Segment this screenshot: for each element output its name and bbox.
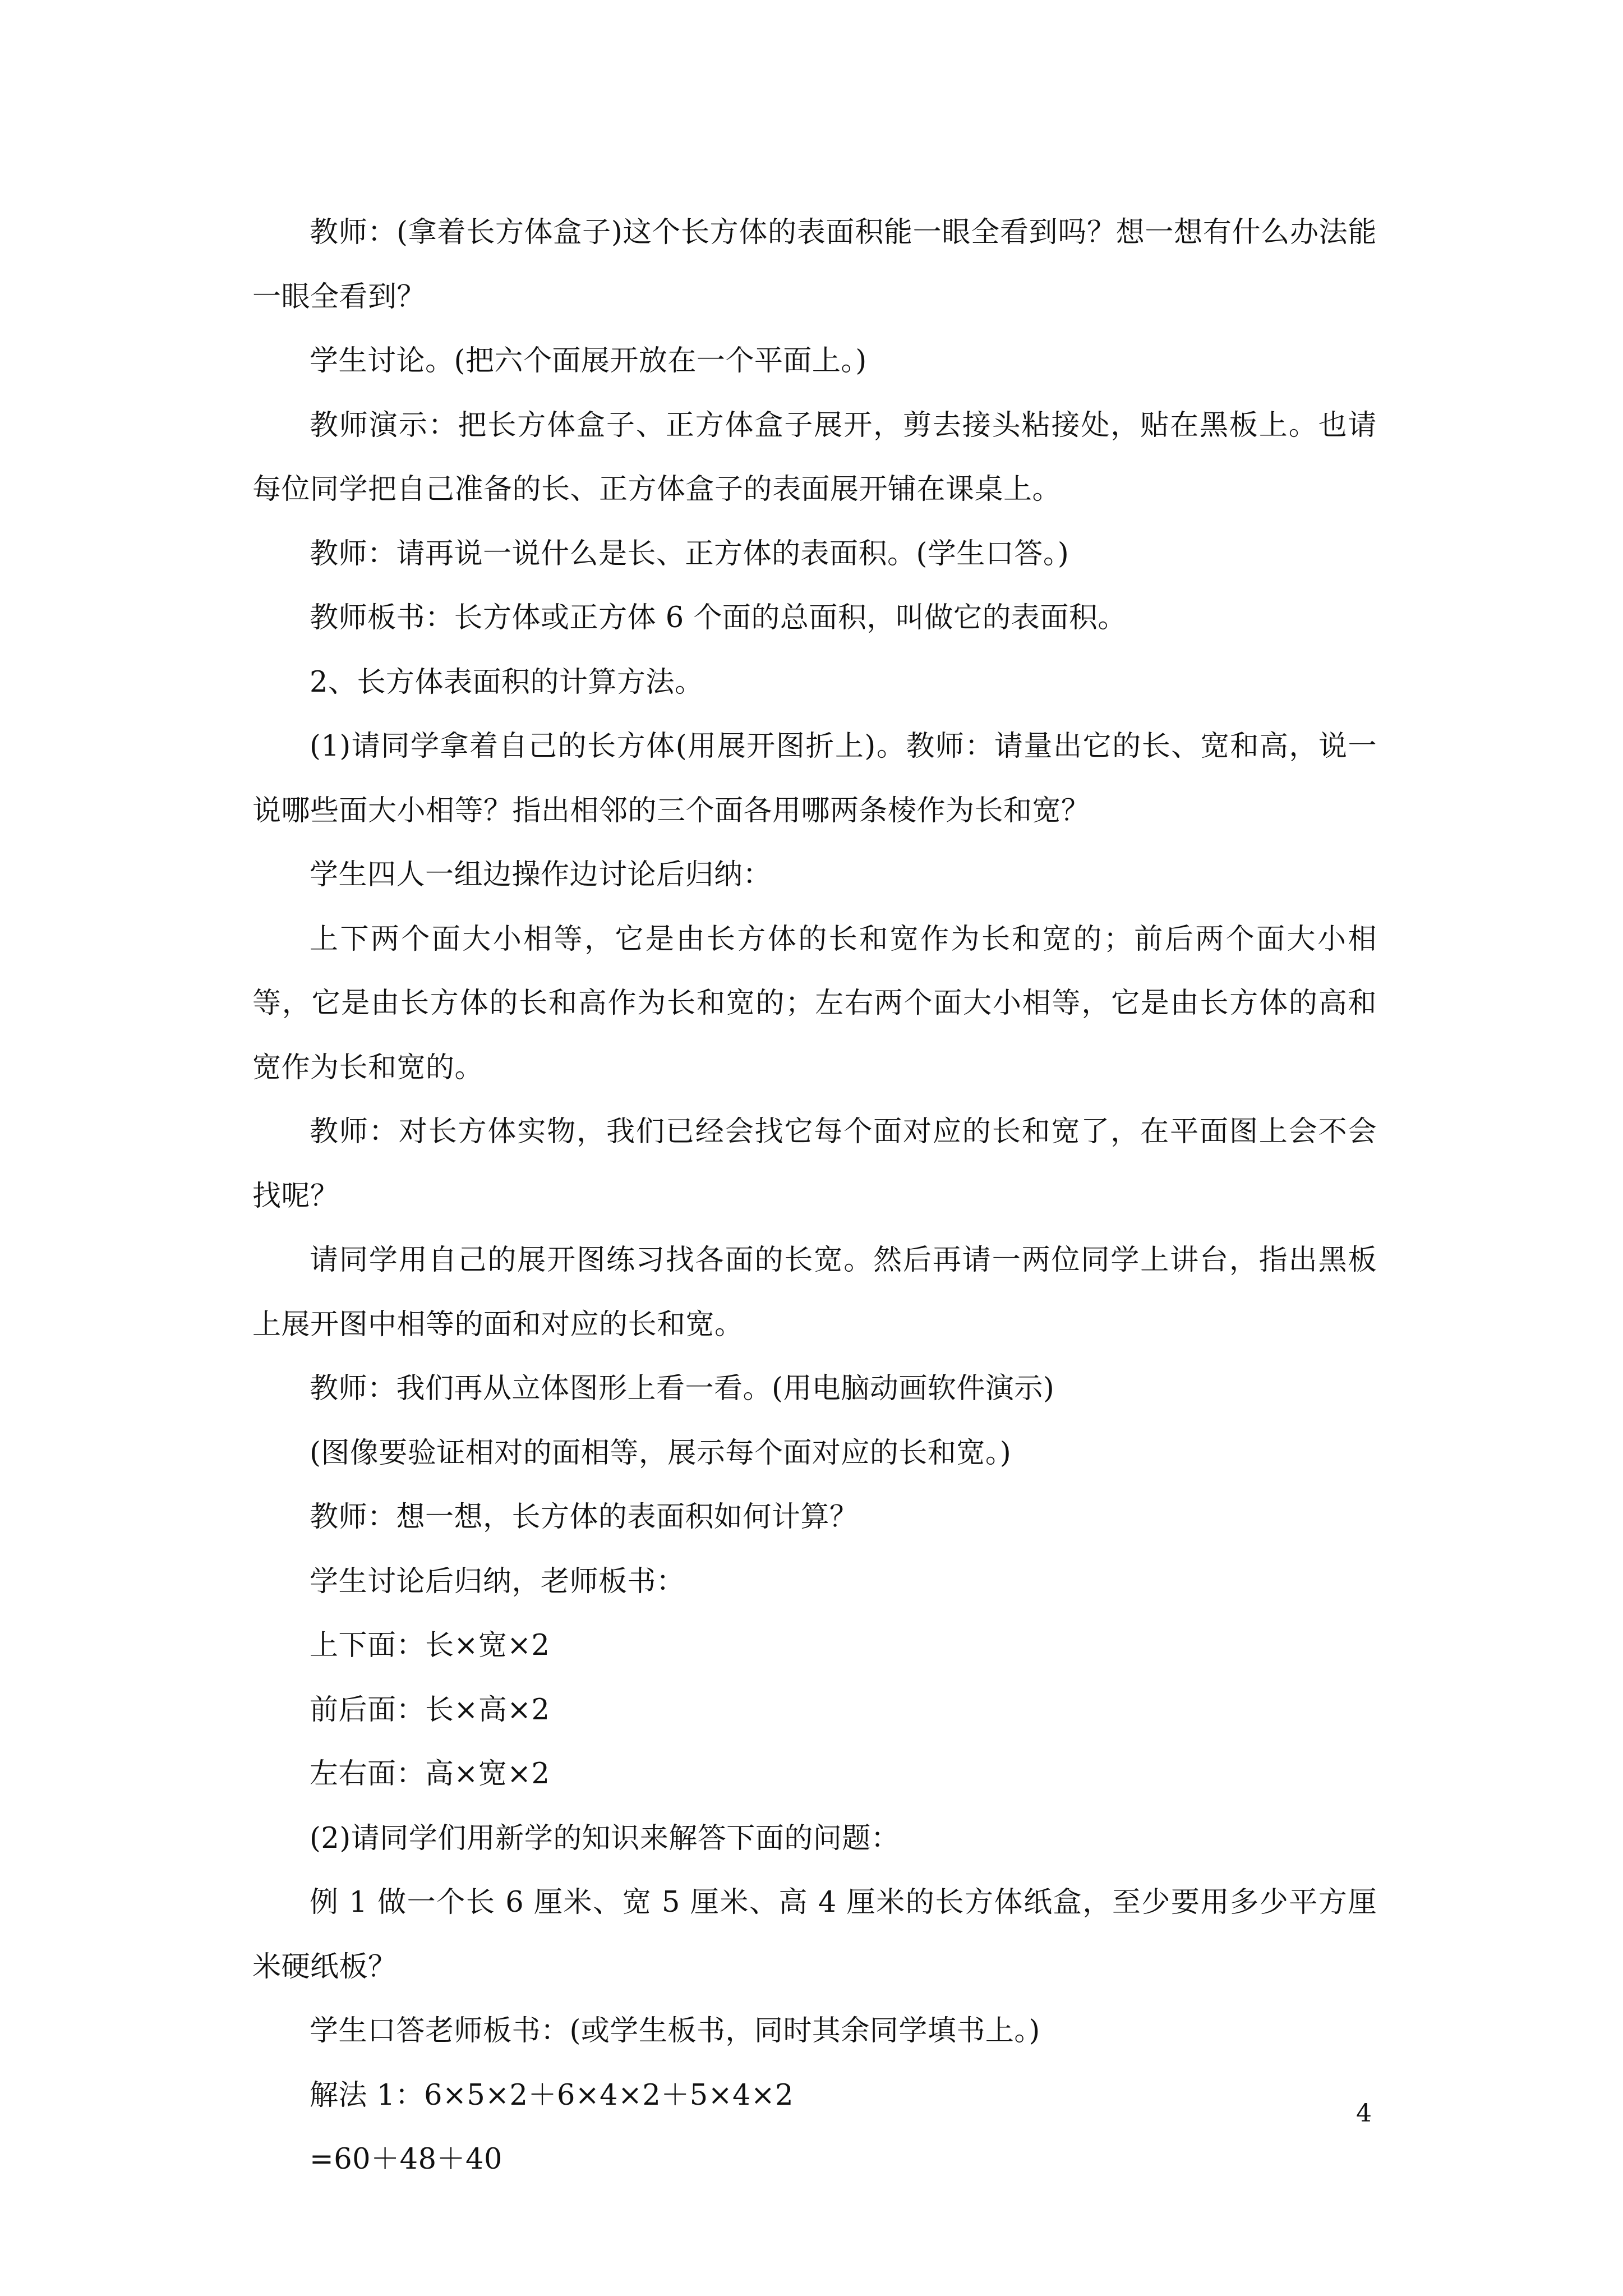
section-heading: 2、长方体表面积的计算方法。 [310,665,704,699]
solution-line: 解法 1：6×5×2＋6×4×2＋5×4×2 [310,2078,794,2112]
example-problem: 例 1 做一个长 6 厘米、宽 5 厘米、高 4 厘米的长方体纸盒，至少要用多少平方厘米硬纸板？ [252,1886,1377,1984]
paragraph: 学生讨论。(把六个面展开放在一个平面上。) [310,344,867,378]
paragraph: 学生讨论后归纳，老师板书： [310,1565,685,1598]
formula-line: 上下面：长×宽×2 [310,1629,550,1662]
paragraph: (图像要验证相对的面相等，展示每个面对应的长和宽。) [310,1436,1012,1470]
paragraph: 上下两个面大小相等，它是由长方体的长和宽作为长和宽的；前后两个面大小相等，它是由长方体的长和高作为长和宽的；左右两个面大小相等，它是由长方体的高和宽作为长和宽的。 [252,922,1377,1084]
paragraph: 教师：对长方体实物，我们已经会找它每个面对应的长和宽了，在平面图上会不会找呢？ [252,1115,1377,1213]
page-number: 4 [1356,2099,1372,2128]
paragraph: 教师：(拿着长方体盒子)这个长方体的表面积能一眼全看到吗？想一想有什么办法能一眼全看到？ [252,216,1377,314]
paragraph: 教师：想一想，长方体的表面积如何计算？ [310,1501,859,1534]
paragraph: 教师：请再说一说什么是长、正方体的表面积。(学生口答。) [310,537,1069,570]
paragraph: 学生口答老师板书：(或学生板书，同时其余同学填书上。) [310,2014,1040,2047]
paragraph: 教师板书：长方体或正方体 6 个面的总面积，叫做它的表面积。 [310,601,1127,634]
paragraph: 请同学用自己的展开图练习找各面的长宽。然后再请一两位同学上讲台，指出黑板上展开图中相等的面和对应的长和宽。 [252,1244,1377,1341]
solution-line: =60＋48＋40 [310,2143,502,2176]
paragraph: 学生四人一组边操作边讨论后归纳： [310,858,772,891]
formula-line: 前后面：长×高×2 [310,1693,550,1727]
paragraph: (1)请同学拿着自己的长方体(用展开图折上)。教师：请量出它的长、宽和高，说一说哪些面大小相等？指出相邻的三个面各用哪两条棱作为长和宽？ [252,730,1377,827]
formula-line: 左右面：高×宽×2 [310,1757,550,1791]
page-body [252,201,1377,2192]
paragraph: 教师演示：把长方体盒子、正方体盒子展开，剪去接头粘接处，贴在黑板上。也请每位同学把自己准备的长、正方体盒子的表面展开铺在课桌上。 [252,408,1377,506]
paragraph: (2)请同学们用新学的知识来解答下面的问题： [310,1821,900,1855]
paragraph: 教师：我们再从立体图形上看一看。(用电脑动画软件演示) [310,1372,1055,1405]
